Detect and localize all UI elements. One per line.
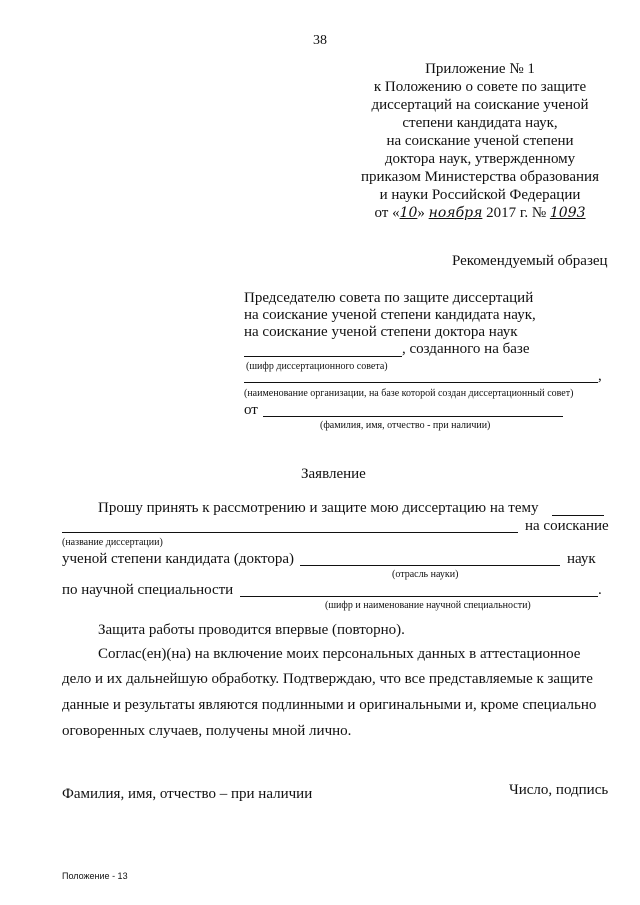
consent-line: оговоренных случаев, получены мной лично. — [62, 723, 352, 739]
date-day-handwritten: 10 — [399, 205, 418, 221]
page-footer: Положение - 13 — [62, 871, 128, 881]
addressee-line: на соискание ученой степени кандидата наук, — [244, 307, 536, 323]
topic-field[interactable] — [552, 515, 604, 516]
appendix-date — [360, 204, 600, 222]
from-label: от — [244, 402, 258, 418]
consent-line: Соглас(ен)(на) на включение моих персональных данных в аттестационное — [98, 646, 581, 662]
hint-council-code: (шифр диссертационного совета) — [246, 361, 388, 372]
for-degree-text: на соискание — [525, 518, 609, 534]
appendix-line: и науки Российской Федерации — [379, 187, 581, 203]
specialty-text: по научной специальности — [62, 582, 234, 598]
appendix-line: степени кандидата наук, — [402, 115, 558, 131]
council-code-field[interactable] — [244, 356, 402, 357]
organization-field[interactable] — [244, 382, 598, 383]
date-signature-label: Число, подпись — [509, 782, 609, 798]
degree-text: ученой степени кандидата (доктора) — [62, 551, 295, 567]
date-year: 2017 г. № — [486, 205, 547, 221]
consent-line: данные и результаты являются подлинными и оригинальными и, кроме специально — [62, 697, 597, 713]
appendix-line: к Положению о совете по защите — [373, 79, 587, 95]
hint-organization: (наименование организации, на базе которой создан диссертационный совет) — [244, 388, 574, 399]
appendix-line: доктора наук, утвержденному — [384, 151, 576, 167]
request-text: Прошу принять к рассмотрению и защите мою диссертацию на тему — [98, 500, 539, 516]
date-mid: » — [417, 205, 425, 221]
page-number: 38 — [313, 33, 327, 48]
appendix-line: на соискание ученой степени — [386, 133, 574, 149]
appendix-line: приказом Министерства образования — [361, 169, 599, 185]
specialty-period: . — [598, 582, 602, 598]
consent-line: дело и их дальнейшую обработку. Подтверждаю, что все представляемые к защите — [62, 671, 593, 687]
order-number-handwritten: 1093 — [549, 205, 586, 221]
created-on-base-text: , созданного на базе — [402, 341, 530, 357]
addressee-line: на соискание ученой степени доктора наук — [244, 324, 518, 340]
statement-title: Заявление — [301, 466, 366, 482]
full-name-field[interactable] — [263, 416, 563, 417]
date-month-handwritten: ноября — [428, 205, 483, 221]
defense-note: Защита работы проводится впервые (повторно). — [98, 622, 405, 638]
appendix-block — [360, 60, 600, 222]
organization-comma: , — [598, 368, 602, 384]
dissertation-title-field[interactable] — [62, 532, 518, 533]
science-branch-field[interactable] — [300, 565, 560, 566]
sciences-text: наук — [567, 551, 596, 567]
hint-full-name: (фамилия, имя, отчество - при наличии) — [320, 420, 491, 431]
date-prefix: от « — [374, 205, 400, 221]
hint-science-branch: (отрасль науки) — [392, 569, 459, 580]
hint-dissertation-title: (название диссертации) — [62, 537, 163, 548]
appendix-title: Приложение № 1 — [425, 61, 535, 77]
specialty-field[interactable] — [240, 596, 598, 597]
addressee-line: Председателю совета по защите диссертаций — [244, 290, 534, 306]
full-name-signature-label: Фамилия, имя, отчество – при наличии — [62, 786, 313, 802]
appendix-line: диссертаций на соискание ученой — [371, 97, 589, 113]
recommended-sample-label: Рекомендуемый образец — [452, 253, 608, 269]
hint-specialty: (шифр и наименование научной специальности) — [325, 600, 531, 611]
